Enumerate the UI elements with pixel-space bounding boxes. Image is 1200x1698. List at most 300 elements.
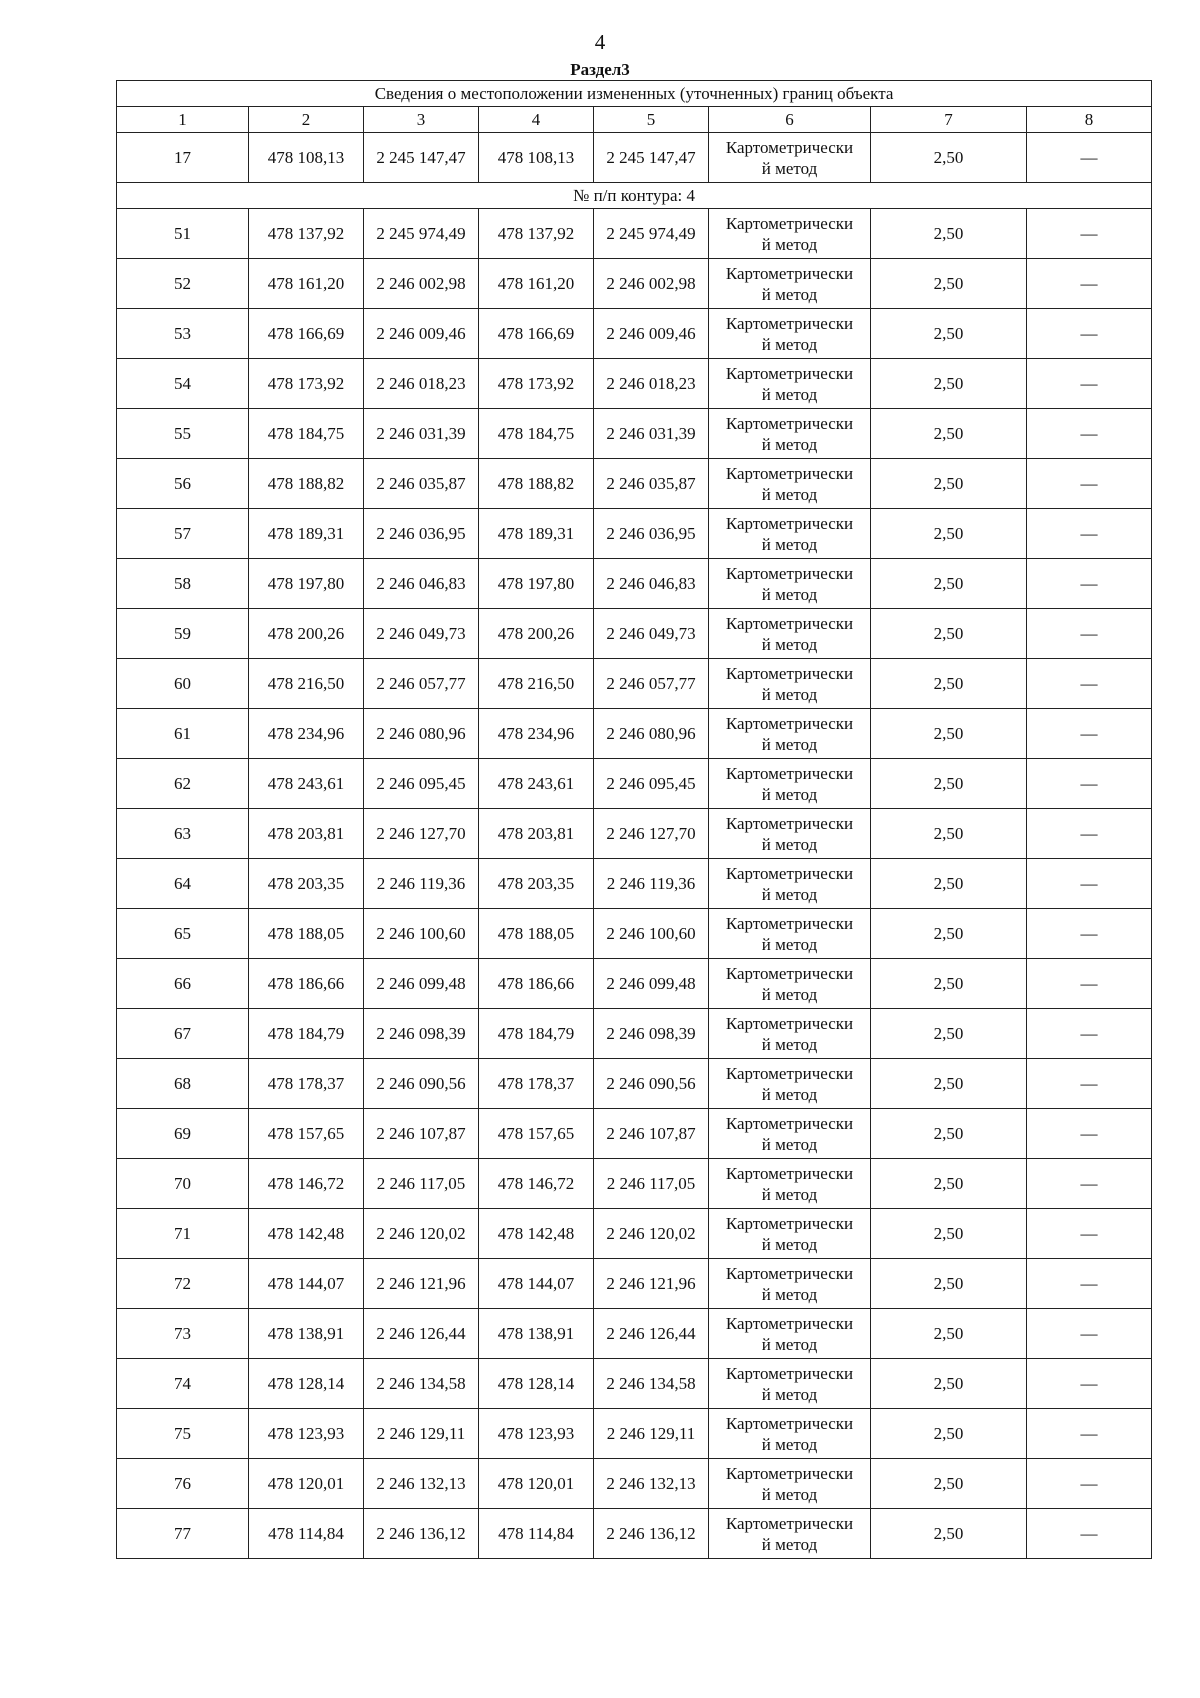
method-line: й метод xyxy=(761,534,818,554)
accuracy-cell: 2,50 xyxy=(871,1459,1027,1509)
description-cell: — xyxy=(1027,1409,1152,1459)
existing-y-cell: 2 246 129,11 xyxy=(364,1409,479,1459)
new-x-cell: 478 203,35 xyxy=(479,859,594,909)
table-caption-row xyxy=(117,81,1152,107)
table-row xyxy=(117,1309,1152,1359)
accuracy-cell: 2,50 xyxy=(871,259,1027,309)
method-line: й метод xyxy=(761,1134,818,1154)
method-line: Картометрически xyxy=(725,1363,854,1383)
new-x-cell: 478 184,79 xyxy=(479,1009,594,1059)
new-y-cell: 2 246 057,77 xyxy=(594,659,709,709)
table-row xyxy=(117,1509,1152,1559)
table-caption: Сведения о местоположении измененных (уточненных) границ объекта xyxy=(117,81,1152,107)
description-cell: — xyxy=(1027,133,1152,183)
description-cell: — xyxy=(1027,709,1152,759)
method-cell xyxy=(709,1409,871,1459)
accuracy-cell: 2,50 xyxy=(871,1359,1027,1409)
method-cell xyxy=(709,1259,871,1309)
method-cell xyxy=(709,259,871,309)
description-cell: — xyxy=(1027,1059,1152,1109)
new-y-cell: 2 246 090,56 xyxy=(594,1059,709,1109)
existing-y-cell: 2 246 107,87 xyxy=(364,1109,479,1159)
new-y-cell: 2 246 035,87 xyxy=(594,459,709,509)
existing-y-cell: 2 246 100,60 xyxy=(364,909,479,959)
description-cell: — xyxy=(1027,209,1152,259)
existing-y-cell: 2 246 036,95 xyxy=(364,509,479,559)
existing-x-cell: 478 189,31 xyxy=(249,509,364,559)
existing-x-cell: 478 197,80 xyxy=(249,559,364,609)
table-row xyxy=(117,509,1152,559)
method-line: Картометрически xyxy=(725,863,854,883)
table-row xyxy=(117,133,1152,183)
table-row xyxy=(117,1159,1152,1209)
coordinates-table xyxy=(116,80,1152,1559)
new-y-cell: 2 246 119,36 xyxy=(594,859,709,909)
method-line: Картометрически xyxy=(725,813,854,833)
accuracy-cell: 2,50 xyxy=(871,309,1027,359)
column-number: 1 xyxy=(117,107,249,133)
description-cell: — xyxy=(1027,1309,1152,1359)
method-cell xyxy=(709,509,871,559)
accuracy-cell: 2,50 xyxy=(871,209,1027,259)
new-y-cell: 2 246 117,05 xyxy=(594,1159,709,1209)
existing-y-cell: 2 246 080,96 xyxy=(364,709,479,759)
point-number-cell: 61 xyxy=(117,709,249,759)
method-line: Картометрически xyxy=(725,913,854,933)
existing-y-cell: 2 246 090,56 xyxy=(364,1059,479,1109)
contour-label: № п/п контура: 4 xyxy=(117,183,1152,209)
new-x-cell: 478 120,01 xyxy=(479,1459,594,1509)
existing-y-cell: 2 245 974,49 xyxy=(364,209,479,259)
accuracy-cell: 2,50 xyxy=(871,959,1027,1009)
description-cell: — xyxy=(1027,509,1152,559)
existing-y-cell: 2 246 035,87 xyxy=(364,459,479,509)
new-y-cell: 2 246 046,83 xyxy=(594,559,709,609)
method-line: Картометрически xyxy=(725,563,854,583)
accuracy-cell: 2,50 xyxy=(871,859,1027,909)
method-cell xyxy=(709,959,871,1009)
method-line: й метод xyxy=(761,1234,818,1254)
method-line: Картометрически xyxy=(725,263,854,283)
contour-section xyxy=(117,183,1152,209)
accuracy-cell: 2,50 xyxy=(871,1409,1027,1459)
point-number-cell: 72 xyxy=(117,1259,249,1309)
new-y-cell: 2 246 136,12 xyxy=(594,1509,709,1559)
point-number-cell: 74 xyxy=(117,1359,249,1409)
new-y-cell: 2 246 009,46 xyxy=(594,309,709,359)
column-number: 6 xyxy=(709,107,871,133)
method-line: й метод xyxy=(761,234,818,254)
existing-x-cell: 478 184,75 xyxy=(249,409,364,459)
method-line: Картометрически xyxy=(725,513,854,533)
method-line: й метод xyxy=(761,284,818,304)
accuracy-cell: 2,50 xyxy=(871,1509,1027,1559)
description-cell: — xyxy=(1027,1259,1152,1309)
table-row xyxy=(117,709,1152,759)
accuracy-cell: 2,50 xyxy=(871,1209,1027,1259)
point-number-cell: 65 xyxy=(117,909,249,959)
description-cell: — xyxy=(1027,909,1152,959)
point-number-cell: 53 xyxy=(117,309,249,359)
description-cell: — xyxy=(1027,1359,1152,1409)
method-line: Картометрически xyxy=(725,963,854,983)
existing-y-cell: 2 246 127,70 xyxy=(364,809,479,859)
column-number-row xyxy=(117,107,1152,133)
new-x-cell: 478 114,84 xyxy=(479,1509,594,1559)
table-row xyxy=(117,809,1152,859)
point-number-cell: 54 xyxy=(117,359,249,409)
method-line: Картометрически xyxy=(725,713,854,733)
method-line: Картометрически xyxy=(725,1163,854,1183)
point-number-cell: 75 xyxy=(117,1409,249,1459)
new-x-cell: 478 138,91 xyxy=(479,1309,594,1359)
new-y-cell: 2 245 147,47 xyxy=(594,133,709,183)
new-y-cell: 2 246 002,98 xyxy=(594,259,709,309)
table-row xyxy=(117,859,1152,909)
new-x-cell: 478 203,81 xyxy=(479,809,594,859)
method-line: й метод xyxy=(761,1084,818,1104)
new-y-cell: 2 246 129,11 xyxy=(594,1409,709,1459)
existing-x-cell: 478 128,14 xyxy=(249,1359,364,1409)
accuracy-cell: 2,50 xyxy=(871,759,1027,809)
point-number-cell: 73 xyxy=(117,1309,249,1359)
existing-y-cell: 2 246 120,02 xyxy=(364,1209,479,1259)
method-cell xyxy=(709,459,871,509)
point-number-cell: 57 xyxy=(117,509,249,559)
point-number-cell: 51 xyxy=(117,209,249,259)
table-row xyxy=(117,959,1152,1009)
existing-x-cell: 478 216,50 xyxy=(249,659,364,709)
description-cell: — xyxy=(1027,859,1152,909)
point-number-cell: 60 xyxy=(117,659,249,709)
existing-y-cell: 2 246 095,45 xyxy=(364,759,479,809)
new-y-cell: 2 246 049,73 xyxy=(594,609,709,659)
description-cell: — xyxy=(1027,1109,1152,1159)
accuracy-cell: 2,50 xyxy=(871,559,1027,609)
method-line: Картометрически xyxy=(725,1263,854,1283)
existing-y-cell: 2 246 009,46 xyxy=(364,309,479,359)
new-x-cell: 478 188,82 xyxy=(479,459,594,509)
existing-y-cell: 2 246 031,39 xyxy=(364,409,479,459)
method-line: Картометрически xyxy=(725,1513,854,1533)
new-y-cell: 2 246 080,96 xyxy=(594,709,709,759)
existing-y-cell: 2 246 049,73 xyxy=(364,609,479,659)
method-line: й метод xyxy=(761,1334,818,1354)
table-row xyxy=(117,459,1152,509)
new-y-cell: 2 246 120,02 xyxy=(594,1209,709,1259)
description-cell: — xyxy=(1027,309,1152,359)
existing-x-cell: 478 138,91 xyxy=(249,1309,364,1359)
method-cell xyxy=(709,859,871,909)
existing-x-cell: 478 123,93 xyxy=(249,1409,364,1459)
method-cell xyxy=(709,1159,871,1209)
method-cell xyxy=(709,209,871,259)
point-number-cell: 66 xyxy=(117,959,249,1009)
method-line: й метод xyxy=(761,1484,818,1504)
method-line: й метод xyxy=(761,884,818,904)
table-row xyxy=(117,1109,1152,1159)
existing-x-cell: 478 188,82 xyxy=(249,459,364,509)
method-line: Картометрически xyxy=(725,613,854,633)
existing-y-cell: 2 246 132,13 xyxy=(364,1459,479,1509)
description-cell: — xyxy=(1027,259,1152,309)
existing-x-cell: 478 161,20 xyxy=(249,259,364,309)
method-line: Картометрически xyxy=(725,313,854,333)
method-line: й метод xyxy=(761,734,818,754)
existing-y-cell: 2 246 134,58 xyxy=(364,1359,479,1409)
new-x-cell: 478 128,14 xyxy=(479,1359,594,1409)
point-number-cell: 64 xyxy=(117,859,249,909)
existing-y-cell: 2 246 117,05 xyxy=(364,1159,479,1209)
existing-y-cell: 2 246 121,96 xyxy=(364,1259,479,1309)
new-x-cell: 478 184,75 xyxy=(479,409,594,459)
page-number: 4 xyxy=(594,30,606,54)
description-cell: — xyxy=(1027,559,1152,609)
method-line: Картометрически xyxy=(725,1313,854,1333)
existing-x-cell: 478 114,84 xyxy=(249,1509,364,1559)
method-line: Картометрически xyxy=(725,413,854,433)
column-number: 5 xyxy=(594,107,709,133)
new-x-cell: 478 144,07 xyxy=(479,1259,594,1309)
method-cell xyxy=(709,609,871,659)
method-line: Картометрически xyxy=(725,213,854,233)
new-x-cell: 478 200,26 xyxy=(479,609,594,659)
accuracy-cell: 2,50 xyxy=(871,359,1027,409)
point-number-cell: 55 xyxy=(117,409,249,459)
table-row xyxy=(117,659,1152,709)
method-line: й метод xyxy=(761,384,818,404)
existing-y-cell: 2 246 002,98 xyxy=(364,259,479,309)
new-x-cell: 478 137,92 xyxy=(479,209,594,259)
method-line: й метод xyxy=(761,1384,818,1404)
method-cell xyxy=(709,559,871,609)
new-y-cell: 2 246 031,39 xyxy=(594,409,709,459)
new-y-cell: 2 246 099,48 xyxy=(594,959,709,1009)
existing-x-cell: 478 173,92 xyxy=(249,359,364,409)
method-line: Картометрически xyxy=(725,663,854,683)
method-cell xyxy=(709,1359,871,1409)
new-x-cell: 478 123,93 xyxy=(479,1409,594,1459)
method-line: й метод xyxy=(761,1434,818,1454)
method-line: й метод xyxy=(761,684,818,704)
point-number-cell: 77 xyxy=(117,1509,249,1559)
table-row xyxy=(117,259,1152,309)
description-cell: — xyxy=(1027,1009,1152,1059)
new-x-cell: 478 166,69 xyxy=(479,309,594,359)
method-line: й метод xyxy=(761,784,818,804)
description-cell: — xyxy=(1027,659,1152,709)
existing-x-cell: 478 184,79 xyxy=(249,1009,364,1059)
method-cell xyxy=(709,1109,871,1159)
column-number: 2 xyxy=(249,107,364,133)
existing-x-cell: 478 178,37 xyxy=(249,1059,364,1109)
section-title: Раздел3 xyxy=(570,60,630,79)
accuracy-cell: 2,50 xyxy=(871,1259,1027,1309)
description-cell: — xyxy=(1027,1459,1152,1509)
method-line: й метод xyxy=(761,984,818,1004)
accuracy-cell: 2,50 xyxy=(871,1159,1027,1209)
table-row xyxy=(117,909,1152,959)
table-row xyxy=(117,1359,1152,1409)
method-line: Картометрически xyxy=(725,1113,854,1133)
point-number-cell: 17 xyxy=(117,133,249,183)
method-cell xyxy=(709,409,871,459)
accuracy-cell: 2,50 xyxy=(871,1309,1027,1359)
description-cell: — xyxy=(1027,359,1152,409)
method-line: Картометрически xyxy=(725,363,854,383)
new-x-cell: 478 189,31 xyxy=(479,509,594,559)
existing-y-cell: 2 246 057,77 xyxy=(364,659,479,709)
method-line: Картометрически xyxy=(725,137,854,157)
method-cell xyxy=(709,709,871,759)
new-y-cell: 2 246 036,95 xyxy=(594,509,709,559)
accuracy-cell: 2,50 xyxy=(871,709,1027,759)
method-cell xyxy=(709,909,871,959)
point-number-cell: 59 xyxy=(117,609,249,659)
existing-x-cell: 478 157,65 xyxy=(249,1109,364,1159)
existing-x-cell: 478 186,66 xyxy=(249,959,364,1009)
existing-y-cell: 2 246 099,48 xyxy=(364,959,479,1009)
point-number-cell: 67 xyxy=(117,1009,249,1059)
point-number-cell: 69 xyxy=(117,1109,249,1159)
new-y-cell: 2 246 100,60 xyxy=(594,909,709,959)
point-number-cell: 58 xyxy=(117,559,249,609)
accuracy-cell: 2,50 xyxy=(871,509,1027,559)
accuracy-cell: 2,50 xyxy=(871,909,1027,959)
column-number: 8 xyxy=(1027,107,1152,133)
existing-x-cell: 478 142,48 xyxy=(249,1209,364,1259)
existing-y-cell: 2 246 018,23 xyxy=(364,359,479,409)
method-cell xyxy=(709,309,871,359)
existing-x-cell: 478 203,35 xyxy=(249,859,364,909)
accuracy-cell: 2,50 xyxy=(871,459,1027,509)
new-x-cell: 478 142,48 xyxy=(479,1209,594,1259)
accuracy-cell: 2,50 xyxy=(871,1109,1027,1159)
method-line: Картометрически xyxy=(725,1013,854,1033)
existing-y-cell: 2 246 126,44 xyxy=(364,1309,479,1359)
existing-y-cell: 2 246 098,39 xyxy=(364,1009,479,1059)
table-row xyxy=(117,759,1152,809)
existing-x-cell: 478 200,26 xyxy=(249,609,364,659)
new-x-cell: 478 173,92 xyxy=(479,359,594,409)
method-line: Картометрически xyxy=(725,1413,854,1433)
point-number-cell: 70 xyxy=(117,1159,249,1209)
existing-y-cell: 2 246 046,83 xyxy=(364,559,479,609)
table-row xyxy=(117,1259,1152,1309)
table-row xyxy=(117,359,1152,409)
point-number-cell: 63 xyxy=(117,809,249,859)
description-cell: — xyxy=(1027,1209,1152,1259)
method-line: й метод xyxy=(761,934,818,954)
new-x-cell: 478 216,50 xyxy=(479,659,594,709)
new-x-cell: 478 197,80 xyxy=(479,559,594,609)
method-line: Картометрически xyxy=(725,1063,854,1083)
accuracy-cell: 2,50 xyxy=(871,659,1027,709)
existing-x-cell: 478 188,05 xyxy=(249,909,364,959)
accuracy-cell: 2,50 xyxy=(871,1009,1027,1059)
method-cell xyxy=(709,659,871,709)
table-row xyxy=(117,209,1152,259)
new-x-cell: 478 146,72 xyxy=(479,1159,594,1209)
method-cell xyxy=(709,133,871,183)
description-cell: — xyxy=(1027,959,1152,1009)
method-line: й метод xyxy=(761,1284,818,1304)
new-x-cell: 478 108,13 xyxy=(479,133,594,183)
method-line: Картометрически xyxy=(725,463,854,483)
method-line: й метод xyxy=(761,1034,818,1054)
method-cell xyxy=(709,809,871,859)
accuracy-cell: 2,50 xyxy=(871,409,1027,459)
method-cell xyxy=(709,1509,871,1559)
new-y-cell: 2 246 126,44 xyxy=(594,1309,709,1359)
method-cell xyxy=(709,1209,871,1259)
point-number-cell: 56 xyxy=(117,459,249,509)
method-cell xyxy=(709,1309,871,1359)
existing-x-cell: 478 144,07 xyxy=(249,1259,364,1309)
table-row xyxy=(117,409,1152,459)
description-cell: — xyxy=(1027,409,1152,459)
accuracy-cell: 2,50 xyxy=(871,133,1027,183)
method-cell xyxy=(709,1459,871,1509)
description-cell: — xyxy=(1027,1509,1152,1559)
new-x-cell: 478 243,61 xyxy=(479,759,594,809)
method-line: й метод xyxy=(761,584,818,604)
point-number-cell: 71 xyxy=(117,1209,249,1259)
table-row xyxy=(117,1059,1152,1109)
column-number: 3 xyxy=(364,107,479,133)
new-x-cell: 478 161,20 xyxy=(479,259,594,309)
existing-x-cell: 478 234,96 xyxy=(249,709,364,759)
method-cell xyxy=(709,359,871,409)
method-line: Картометрически xyxy=(725,1213,854,1233)
new-y-cell: 2 246 127,70 xyxy=(594,809,709,859)
method-line: й метод xyxy=(761,1534,818,1554)
new-y-cell: 2 246 018,23 xyxy=(594,359,709,409)
new-y-cell: 2 246 107,87 xyxy=(594,1109,709,1159)
new-x-cell: 478 186,66 xyxy=(479,959,594,1009)
description-cell: — xyxy=(1027,1159,1152,1209)
method-line: й метод xyxy=(761,1184,818,1204)
method-cell xyxy=(709,759,871,809)
method-line: й метод xyxy=(761,834,818,854)
table-row xyxy=(117,609,1152,659)
existing-x-cell: 478 166,69 xyxy=(249,309,364,359)
existing-y-cell: 2 246 119,36 xyxy=(364,859,479,909)
new-y-cell: 2 246 132,13 xyxy=(594,1459,709,1509)
accuracy-cell: 2,50 xyxy=(871,1059,1027,1109)
table-body xyxy=(117,209,1152,1559)
contour-row xyxy=(117,183,1152,209)
existing-x-cell: 478 243,61 xyxy=(249,759,364,809)
method-line: й метод xyxy=(761,434,818,454)
existing-y-cell: 2 245 147,47 xyxy=(364,133,479,183)
point-number-cell: 68 xyxy=(117,1059,249,1109)
new-y-cell: 2 245 974,49 xyxy=(594,209,709,259)
description-cell: — xyxy=(1027,609,1152,659)
method-line: й метод xyxy=(761,484,818,504)
new-x-cell: 478 157,65 xyxy=(479,1109,594,1159)
existing-x-cell: 478 146,72 xyxy=(249,1159,364,1209)
description-cell: — xyxy=(1027,809,1152,859)
table-row xyxy=(117,309,1152,359)
description-cell: — xyxy=(1027,759,1152,809)
table-row xyxy=(117,1009,1152,1059)
new-y-cell: 2 246 095,45 xyxy=(594,759,709,809)
method-line: Картометрически xyxy=(725,763,854,783)
column-number: 4 xyxy=(479,107,594,133)
table-row xyxy=(117,1409,1152,1459)
new-y-cell: 2 246 121,96 xyxy=(594,1259,709,1309)
